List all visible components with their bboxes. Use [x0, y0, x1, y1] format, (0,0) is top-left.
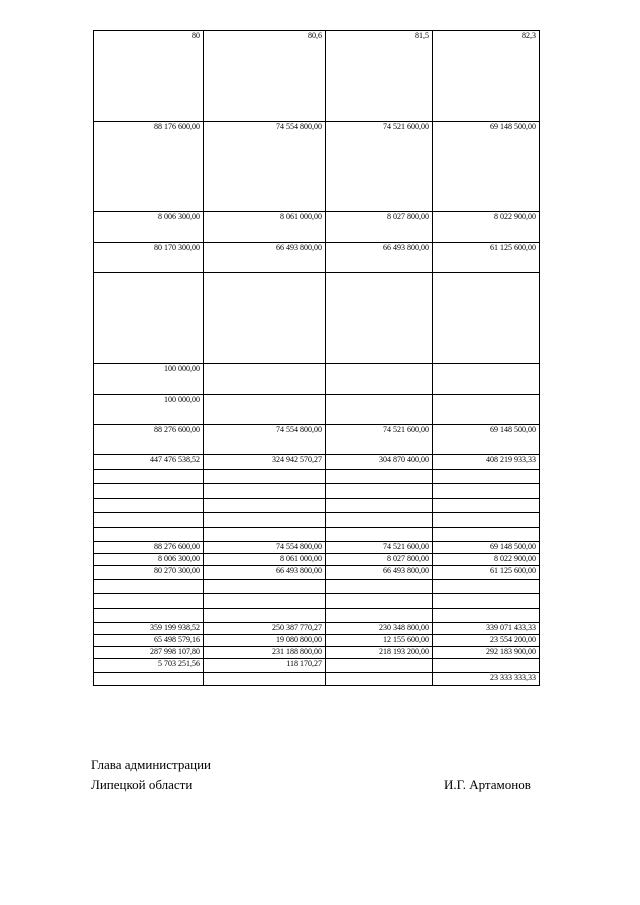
table-cell: [326, 659, 433, 673]
table-cell: 88 176 600,00: [94, 122, 204, 212]
table-cell: [433, 273, 540, 364]
table-cell: [204, 499, 326, 513]
table-row: [94, 673, 540, 686]
table-cell: 23 333 333,33: [433, 673, 540, 686]
table-body: [94, 31, 540, 686]
table-row: [94, 513, 540, 528]
table-cell: 74 521 600,00: [326, 122, 433, 212]
table-cell: [433, 594, 540, 609]
table-cell: 359 199 938,52: [94, 623, 204, 635]
table-cell: 8 022 900,00: [433, 212, 540, 243]
table-cell: [204, 673, 326, 686]
table-cell: 8 022 900,00: [433, 554, 540, 566]
table-cell: [94, 580, 204, 594]
table-row: [94, 635, 540, 647]
table-cell: 74 554 800,00: [204, 122, 326, 212]
table-row: [94, 455, 540, 470]
table-cell: [204, 594, 326, 609]
table-cell: 66 493 800,00: [326, 566, 433, 580]
table-cell: 69 148 500,00: [433, 542, 540, 554]
table-cell: 118 170,27: [204, 659, 326, 673]
table-cell: [94, 484, 204, 499]
table-cell: 66 493 800,00: [204, 566, 326, 580]
table-cell: [326, 484, 433, 499]
table-cell: [204, 580, 326, 594]
budget-table: [93, 30, 540, 686]
table-row: [94, 554, 540, 566]
table-cell: 339 071 433,33: [433, 623, 540, 635]
table-cell: [204, 364, 326, 395]
table-row: [94, 243, 540, 273]
table-cell: 8 027 800,00: [326, 554, 433, 566]
table-cell: 74 554 800,00: [204, 425, 326, 455]
table-row: [94, 122, 540, 212]
table-cell: [204, 609, 326, 623]
table-cell: 69 148 500,00: [433, 425, 540, 455]
signature-region: Липецкой области: [91, 777, 193, 792]
table-row: [94, 273, 540, 364]
table-row: [94, 659, 540, 673]
table-cell: [326, 528, 433, 542]
table-cell: 287 998 107,80: [94, 647, 204, 659]
table-row: [94, 484, 540, 499]
table-row: [94, 31, 540, 122]
table-cell: [94, 528, 204, 542]
table-cell: 12 155 600,00: [326, 635, 433, 647]
table-cell: [94, 470, 204, 484]
table-row: [94, 528, 540, 542]
table-cell: [326, 673, 433, 686]
table-cell: 447 476 538,52: [94, 455, 204, 470]
table-row: [94, 499, 540, 513]
table-cell: 8 006 300,00: [94, 554, 204, 566]
table-cell: 69 148 500,00: [433, 122, 540, 212]
table-cell: [433, 513, 540, 528]
table-cell: 80,6: [204, 31, 326, 122]
table-cell: 408 219 933,33: [433, 455, 540, 470]
table-cell: [94, 609, 204, 623]
table-row: [94, 470, 540, 484]
table-row: [94, 580, 540, 594]
table-cell: [433, 364, 540, 395]
table-cell: 19 080 800,00: [204, 635, 326, 647]
table-cell: 81,5: [326, 31, 433, 122]
table-cell: [433, 470, 540, 484]
table-cell: [94, 499, 204, 513]
table-cell: 80 270 300,00: [94, 566, 204, 580]
table-cell: [204, 470, 326, 484]
table-cell: 5 703 251,56: [94, 659, 204, 673]
table-cell: [433, 580, 540, 594]
table-cell: 8 061 000,00: [204, 212, 326, 243]
table-cell: [94, 673, 204, 686]
table-cell: 8 061 000,00: [204, 554, 326, 566]
table-cell: 8 027 800,00: [326, 212, 433, 243]
table-cell: 66 493 800,00: [326, 243, 433, 273]
table-cell: 230 348 800,00: [326, 623, 433, 635]
table-cell: [204, 484, 326, 499]
table-cell: 61 125 600,00: [433, 243, 540, 273]
table-cell: 80 170 300,00: [94, 243, 204, 273]
table-cell: [204, 395, 326, 425]
table-row: [94, 542, 540, 554]
table-cell: [326, 580, 433, 594]
table-row: [94, 425, 540, 455]
table-cell: 324 942 570,27: [204, 455, 326, 470]
table-cell: [326, 609, 433, 623]
table-cell: 218 193 200,00: [326, 647, 433, 659]
table-cell: 100 000,00: [94, 364, 204, 395]
table-cell: 82,3: [433, 31, 540, 122]
table-cell: [433, 659, 540, 673]
table-cell: [204, 273, 326, 364]
table-cell: 100 000,00: [94, 395, 204, 425]
table-row: [94, 566, 540, 580]
table-row: [94, 594, 540, 609]
table-cell: [326, 395, 433, 425]
table-cell: 74 554 800,00: [204, 542, 326, 554]
table-cell: [433, 499, 540, 513]
table-cell: 88 276 600,00: [94, 425, 204, 455]
table-cell: 23 554 200,00: [433, 635, 540, 647]
table-cell: [433, 395, 540, 425]
table-row: [94, 395, 540, 425]
table-cell: [433, 528, 540, 542]
table-cell: 74 521 600,00: [326, 425, 433, 455]
table-cell: [94, 594, 204, 609]
table-cell: 80: [94, 31, 204, 122]
table-cell: 250 387 770,27: [204, 623, 326, 635]
table-row: [94, 364, 540, 395]
table-cell: 74 521 600,00: [326, 542, 433, 554]
table-row: [94, 609, 540, 623]
table-cell: [204, 513, 326, 528]
table-cell: [94, 513, 204, 528]
table-cell: 65 498 579,16: [94, 635, 204, 647]
table-cell: 88 276 600,00: [94, 542, 204, 554]
table-row: [94, 623, 540, 635]
table-row: [94, 212, 540, 243]
table-row: [94, 647, 540, 659]
table-cell: [326, 594, 433, 609]
table-cell: [204, 528, 326, 542]
table-cell: [326, 513, 433, 528]
table-cell: [326, 273, 433, 364]
table-cell: [326, 470, 433, 484]
signature-title: Глава администрации: [91, 757, 212, 772]
table-cell: [94, 273, 204, 364]
table-cell: [326, 364, 433, 395]
table-cell: 231 188 800,00: [204, 647, 326, 659]
table-cell: 8 006 300,00: [94, 212, 204, 243]
table-cell: [433, 609, 540, 623]
table-cell: [326, 499, 433, 513]
table-cell: [433, 484, 540, 499]
table-cell: 61 125 600,00: [433, 566, 540, 580]
table-cell: 304 870 400,00: [326, 455, 433, 470]
table-cell: 292 183 900,00: [433, 647, 540, 659]
table-cell: 66 493 800,00: [204, 243, 326, 273]
signature-name: И.Г. Артамонов: [444, 777, 531, 792]
